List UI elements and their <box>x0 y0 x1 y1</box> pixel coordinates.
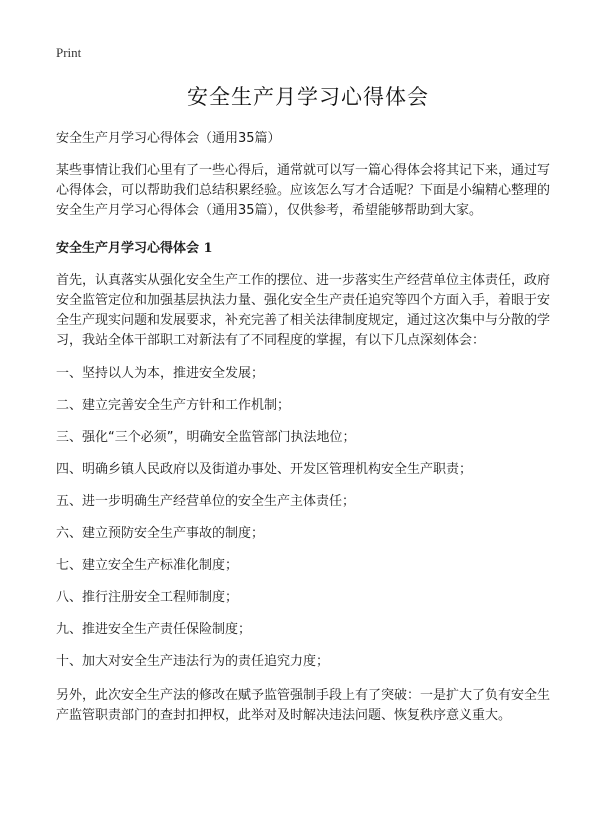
list-item: 七、建立安全生产标准化制度； <box>56 558 239 573</box>
list-item: 一、坚持以人为本，推进安全发展； <box>56 366 265 381</box>
document-subtitle: 安全生产月学习心得体会（通用35篇） <box>56 131 281 146</box>
section-heading: 安全生产月学习心得体会 1 <box>56 241 213 256</box>
list-item: 三、强化“三个必须”，明确安全监管部门执法地位； <box>56 430 356 445</box>
section-paragraph: 首先，认真落实从强化安全生产工作的摆位、进一步落实生产经营单位主体责任，政府安全监管定位和加强基层执法力量、强化安全生产责任追究等四个方面入手，着眼于安全生产现实问题和发展要求，补充完善了相关法律制度规定，通过这次集中与分散的学习，我站全体干部职工对新法有了不同程度的掌握，有以下几点深刻体会： <box>56 273 551 348</box>
point-list <box>56 364 560 672</box>
list-item: 六、建立预防安全生产事故的制度； <box>56 526 265 541</box>
print-link[interactable]: Print <box>56 45 82 60</box>
list-item: 八、推行注册安全工程师制度； <box>56 590 239 605</box>
closing-paragraph: 另外，此次安全生产法的修改在赋予监管强制手段上有了突破：一是扩大了负有安全生产监管职责部门的查封扣押权，此举对及时解决违法问题、恢复秩序意义重大。 <box>56 688 551 723</box>
list-item: 二、建立完善安全生产方针和工作机制； <box>56 398 291 413</box>
page-title: 安全生产月学习心得体会 <box>187 85 429 109</box>
list-item: 五、进一步明确生产经营单位的安全生产主体责任； <box>56 494 356 509</box>
list-item: 四、明确乡镇人民政府以及街道办事处、开发区管理机构安全生产职责； <box>56 462 473 477</box>
list-item: 九、推进安全生产责任保险制度； <box>56 622 252 637</box>
intro-paragraph: 某些事情让我们心里有了一些心得后，通常就可以写一篇心得体会将其记下来，通过写心得体会，可以帮助我们总结积累经验。应该怎么写才合适呢？下面是小编精心整理的安全生产月学习心得体会（通用35篇），仅供参考，希望能够帮助到大家。 <box>56 163 551 218</box>
list-item: 十、加大对安全生产违法行为的责任追究力度； <box>56 654 330 669</box>
